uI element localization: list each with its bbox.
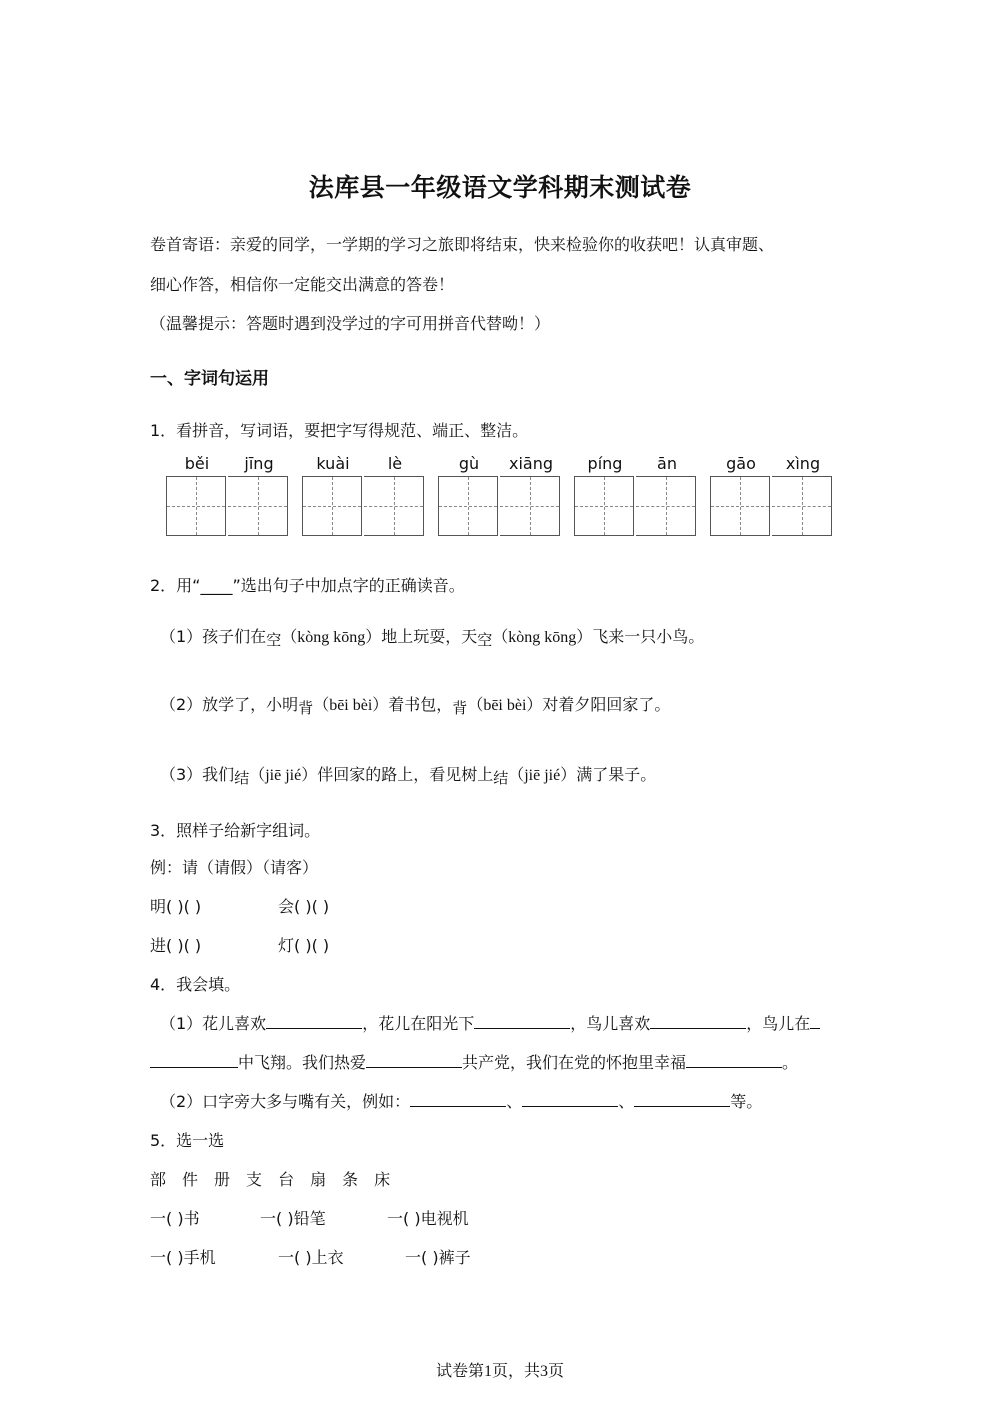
- q5-row2-item[interactable]: 一( )上衣: [278, 1248, 344, 1267]
- pinyin-label: běi: [184, 454, 210, 473]
- q5-measure-words: [150, 1167, 406, 1190]
- pinyin-options[interactable]: （kòng kōng）飞来一只小鸟。: [492, 629, 705, 646]
- pinyin-label: jīng: [244, 454, 274, 473]
- q5-row1-item[interactable]: 一( )铅笔: [260, 1209, 326, 1228]
- fill-text: 等。: [730, 1092, 763, 1111]
- fill-text: 中飞翔。我们热爱: [238, 1053, 367, 1072]
- dotted-char: 结: [493, 769, 509, 787]
- pinyin-label: gù: [458, 454, 480, 473]
- fill-blank[interactable]: [634, 1090, 730, 1107]
- measure-word: 件: [182, 1170, 199, 1189]
- pinyin-label: kuài: [316, 454, 350, 473]
- q5-prompt: 5．选一选: [150, 1131, 225, 1150]
- writing-cell[interactable]: [574, 476, 634, 536]
- measure-word: 支: [246, 1170, 263, 1189]
- q3-example: 例：请（请假）（请客）: [150, 858, 319, 877]
- writing-cell[interactable]: [710, 476, 770, 536]
- writing-cell[interactable]: [772, 476, 832, 536]
- pinyin-options[interactable]: （jiē jié）伴回家的路上，看见树上: [249, 767, 494, 784]
- fill-text: 、: [618, 1092, 635, 1111]
- measure-word: 册: [214, 1170, 231, 1189]
- sentence-text: （1）孩子们在: [160, 627, 267, 646]
- measure-word: 床: [374, 1170, 391, 1189]
- page-title: 法库县一年级语文学科期末测试卷: [308, 173, 692, 202]
- fill-text: 。: [782, 1053, 799, 1072]
- q3-row2-left[interactable]: 进( )( ): [150, 936, 202, 955]
- page-footer: 试卷第1页，共3页: [435, 1363, 564, 1380]
- q5-row2-item[interactable]: 一( )手机: [150, 1248, 216, 1267]
- fill-blank[interactable]: [686, 1051, 782, 1068]
- measure-word: 台: [278, 1170, 295, 1189]
- writing-cell[interactable]: [500, 476, 560, 536]
- fill-text: ，鸟儿喜欢: [570, 1014, 651, 1033]
- fill-text: 共产党，我们在党的怀抱里幸福: [462, 1053, 687, 1072]
- q3-prompt: 3．照样子给新字组词。: [150, 821, 321, 840]
- fill-blank[interactable]: [366, 1051, 462, 1068]
- writing-cell[interactable]: [364, 476, 424, 536]
- dotted-char: 背: [452, 699, 468, 717]
- dotted-char: 背: [298, 699, 314, 717]
- dotted-char: 结: [234, 769, 250, 787]
- pinyin-label: xìng: [785, 454, 821, 473]
- fill-text: 、: [506, 1092, 523, 1111]
- q5-row1-item[interactable]: 一( )电视机: [387, 1209, 469, 1228]
- q5-row1-item[interactable]: 一( )书: [150, 1209, 200, 1228]
- pinyin-label: gāo: [726, 454, 756, 473]
- writing-cell[interactable]: [302, 476, 362, 536]
- fill-text: ，鸟儿在: [746, 1014, 811, 1033]
- intro-line-1: 卷首寄语：亲爱的同学，一学期的学习之旅即将结束，快来检验你的收获吧！认真审题、: [150, 235, 775, 254]
- pinyin-label: ān: [657, 454, 677, 473]
- intro-tip: （温馨提示：答题时遇到没学过的字可用拼音代替呦！）: [150, 314, 551, 333]
- fill-blank[interactable]: [650, 1012, 746, 1029]
- writing-cell[interactable]: [228, 476, 288, 536]
- dotted-char: 空: [477, 631, 493, 649]
- dotted-char: 空: [266, 631, 282, 649]
- sentence-text: （3）我们: [160, 765, 235, 784]
- q3-row2-right[interactable]: 灯( )( ): [278, 936, 330, 955]
- pinyin-label: lè: [387, 454, 403, 473]
- fill-text: （1）花儿喜欢: [160, 1014, 267, 1033]
- pinyin-label: xiāng: [508, 454, 553, 473]
- pinyin-label: píng: [587, 454, 623, 473]
- pinyin-options[interactable]: （bēi bèi）对着夕阳回家了。: [467, 697, 671, 714]
- q4-line-3: [160, 1089, 762, 1112]
- q2-sentence-2: [160, 692, 670, 715]
- q4-prompt: 4．我会填。: [150, 975, 241, 994]
- measure-word: 扇: [310, 1170, 327, 1189]
- fill-blank[interactable]: [474, 1012, 570, 1029]
- sentence-text: （2）放学了，小明: [160, 695, 299, 714]
- measure-word: 部: [150, 1170, 167, 1189]
- q3-row1-right[interactable]: 会( )( ): [278, 897, 330, 916]
- q5-row2-item[interactable]: 一( )裤子: [405, 1248, 471, 1267]
- fill-text: ，花儿在阳光下: [362, 1014, 475, 1033]
- q3-row1-left[interactable]: 明( )( ): [150, 897, 202, 916]
- pinyin-options[interactable]: （jiē jié）满了果子。: [508, 767, 657, 784]
- q4-line-2: [150, 1050, 798, 1073]
- fill-blank[interactable]: [810, 1012, 820, 1029]
- writing-cell[interactable]: [636, 476, 696, 536]
- q2-prompt: 2．用“____”选出句子中加点字的正确读音。: [150, 576, 465, 595]
- writing-cell[interactable]: [438, 476, 498, 536]
- pinyin-options[interactable]: （bēi bèi）着书包，: [313, 697, 453, 714]
- intro-line-2: 细心作答，相信你一定能交出满意的答卷！: [150, 275, 455, 294]
- fill-blank[interactable]: [522, 1090, 618, 1107]
- fill-text: （2）口字旁大多与嘴有关，例如：: [160, 1092, 411, 1111]
- measure-word: 条: [342, 1170, 359, 1189]
- fill-blank[interactable]: [266, 1012, 362, 1029]
- fill-blank[interactable]: [150, 1051, 238, 1068]
- q1-prompt: 1．看拼音，写词语，要把字写得规范、端正、整洁。: [150, 421, 529, 440]
- fill-blank[interactable]: [410, 1090, 506, 1107]
- q2-sentence-3: [160, 762, 656, 785]
- q2-sentence-1: [160, 624, 704, 647]
- q4-line-1: [160, 1011, 820, 1034]
- section-heading: 一、字词句运用: [150, 369, 269, 389]
- writing-cell[interactable]: [166, 476, 226, 536]
- pinyin-options[interactable]: （kòng kōng）地上玩耍，天: [281, 629, 478, 646]
